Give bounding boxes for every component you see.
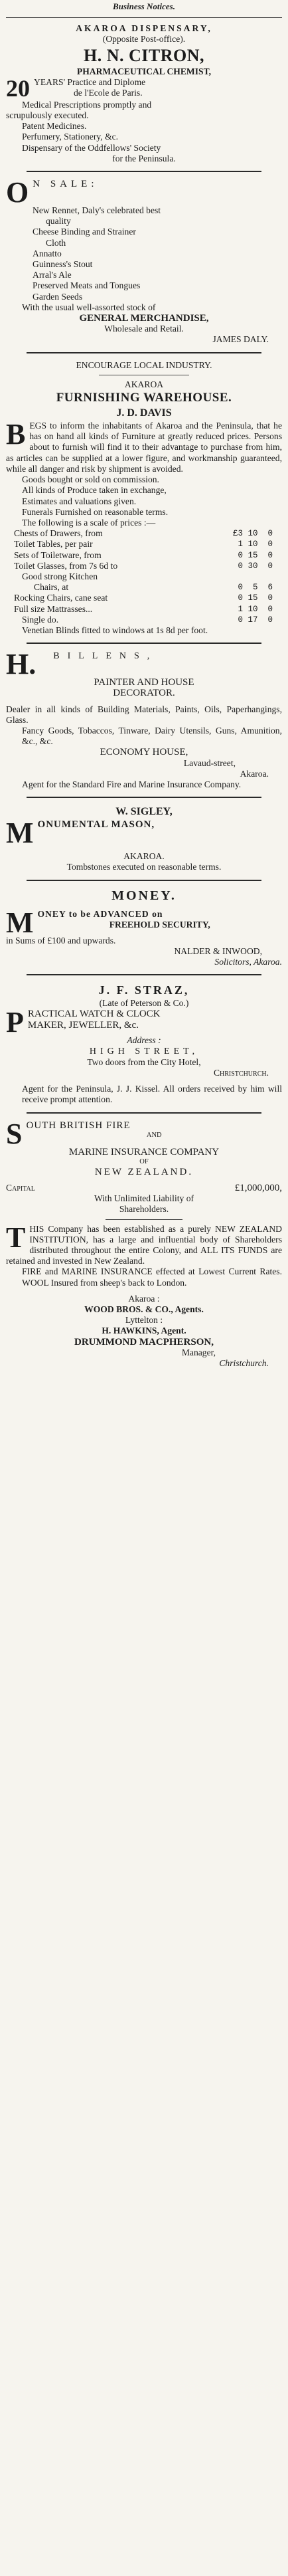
paragraph [6,418,282,474]
straz-heading [6,1009,282,1035]
text-line: Perfumery, Stationery, &c. [22,132,119,142]
spacer [6,1078,282,1084]
ad-daly [6,179,282,346]
spacer [6,1177,282,1183]
ad-name: J. D. DAVIS [116,407,172,419]
paragraph: Dealer in all kinds of Building Materials, Paints, Oils, Paperhangings, Glass. [6,704,282,725]
price-row [14,539,273,549]
text-line: (Late of Peterson & Co.) [99,998,189,1009]
ad-straz [6,982,282,1105]
price-item: Toilet Glasses, from 7s 6d to [14,560,118,571]
scale-intro: The following is a scale of prices :— [22,517,156,528]
drop-cap: M [6,908,34,936]
insurance-heading [6,1120,282,1147]
price-row [14,604,273,615]
ad-title: AKAROA DISPENSARY, [76,23,212,34]
capital-row [6,1183,282,1193]
text-line: With Unlimited Liability of [94,1193,194,1204]
item-line: Cloth [46,237,66,248]
paragraph: Agent for the Peninsula, J. J. Kissel. All orders received by him will receive prompt attention. [22,1084,282,1105]
price-row [14,571,273,582]
price-item: Good strong Kitchen [22,571,98,581]
divider [106,1219,182,1220]
drop-cap: B [6,418,26,451]
price-amount: 0 5 6 [232,583,273,593]
paragraph [6,1221,282,1267]
divider [27,352,261,353]
item-line: Annatto [33,248,62,258]
trade-line: RACTICAL WATCH & CLOCK [27,1009,161,1020]
price-row [14,582,273,593]
divider [27,171,261,172]
divider [27,974,261,975]
ad-citron [6,23,282,164]
paragraph: Goods bought or sold on commission. [22,474,159,485]
ad-sigley [6,805,282,872]
mason-heading [6,819,282,846]
agent-name: H. HAWKINS, Agent. [102,1326,186,1336]
item-line: Garden Seeds [33,291,83,302]
price-amount: 0 17 0 [232,615,273,625]
paragraph: FIRE and MARINE INSURANCE effected at Lowest Current Rates. WOOL Insured from sheep's back to London. [22,1266,282,1288]
divider [27,880,261,881]
paragraph: All kinds of Produce taken in exchange, [22,485,167,496]
text-line: Shareholders. [119,1204,169,1215]
warehouse-title: FURNISHING WAREHOUSE. [56,391,232,405]
street: Lavaud-street, [183,757,236,768]
spacer [6,699,282,704]
ad-name: J. F. STRAZ, [98,983,190,997]
trade-line: ONUMENTAL MASON, [37,819,155,831]
ad-name: W. SIGLEY, [115,806,173,818]
price-amount: 0 15 0 [232,593,273,603]
money-body [6,909,282,936]
drop-cap: M [6,819,34,846]
ad-name: H. N. CITRON, [83,45,204,65]
manager-role: Manager, [181,1347,216,1357]
signature: JAMES DALY. [212,334,269,345]
ad-title: MONEY. [111,888,177,903]
street: HIGH STREET, [89,1046,199,1056]
item-line: Arral's Ale [33,270,72,280]
item-line: Cheese Binding and Strainer [33,227,136,237]
firm-name: NALDER & INWOOD, [174,945,262,956]
price-amount: 1 10 0 [232,604,273,614]
price-item: Chairs, at [34,582,69,593]
price-item: Rocking Chairs, cane seat [14,593,108,603]
capital-label: Capital [6,1183,35,1193]
ad-insurance [6,1120,282,1369]
price-item: Sets of Toiletware, from [14,549,102,560]
capital-value: £1,000,000, [234,1183,282,1194]
text-line: NEW ZEALAND. [94,1166,194,1177]
text-line: MARINE INSURANCE COMPANY [68,1146,220,1157]
heading-text: N SALE: [33,179,98,190]
text-line: FREEHOLD SECURITY, [109,919,210,930]
price-item: Chests of Drawers, from [14,528,103,539]
paragraph: Funerals Furnished on reasonable terms. [22,506,169,517]
drop-cap: S [6,1120,23,1147]
years-line: YEARS' Practice and Diplome [34,76,146,87]
place: AKAROA [124,379,164,389]
paragraph-text: EGS to inform the inhabitants of Akaroa and the Peninsula, that he has on hand all kinds of Furniture at greatly reduced prices. Persons about to furnish will find it to their advantage to purchase from him, as articles can be supplied at a lower figure, and workmanship guaranteed, while all danger and risk by shipment is avoided. [6,421,282,474]
ad-profession: PHARMACEUTICAL CHEMIST, [76,66,212,76]
divider [27,797,261,798]
slogan: ENCOURAGE LOCAL INDUSTRY. [76,359,212,370]
price-item: Toilet Tables, per pair [14,539,93,549]
price-item: Single do. [22,614,59,625]
ad-billens [6,650,282,790]
text-line: in Sums of £100 and upwards. [6,935,116,945]
spacer [6,904,282,909]
billens-heading [6,650,282,677]
text-line: Medical Prescriptions promptly and [22,99,152,110]
price-amount: 0 30 0 [232,561,273,571]
price-row [14,550,273,561]
price-row [14,615,273,625]
item-line: Preserved Meats and Tongues [33,280,141,291]
ad-davis [6,360,282,636]
price-row [14,528,273,539]
years-text [34,77,145,98]
agent-name: WOOD BROS. & CO., Agents. [84,1304,204,1315]
text-line: Wholesale and Retail. [104,324,184,334]
years-block [6,74,282,102]
paragraph: Venetian Blinds fitted to windows at 1s 8d per foot. [22,625,208,635]
spacer [6,846,282,851]
on-sale-heading [6,179,282,205]
location-label: Akaroa : [128,1293,160,1304]
divider [6,17,282,18]
location: Two doors from the City Hotel, [87,1056,201,1067]
price-row [14,593,273,603]
years-number: 20 [6,74,30,102]
location-label: Lyttelton : [125,1315,163,1326]
item-line: Guinness's Stout [33,259,93,270]
manager-name: DRUMMOND MACPHERSON, [74,1336,214,1347]
ad-money [6,888,282,968]
price-item: Full size Mattrasses... [14,603,93,614]
firm-role: Solicitors, Akaroa. [214,956,282,967]
price-amount: 0 15 0 [232,550,273,560]
spacer [6,1288,282,1294]
text-line: scrupulously executed. [6,110,89,121]
item-line: New Rennet, Daly's celebrated best [33,205,161,216]
merch-line: GENERAL MERCHANDISE, [79,313,209,324]
text-line: OUTH BRITISH FIRE [26,1120,131,1131]
town: AKAROA. [123,851,165,862]
trade-line: MAKER, JEWELLER, &c. [27,1019,139,1031]
divider [27,643,261,644]
text-line: Dispensary of the Oddfellows' Society [22,142,161,153]
drop-cap: P [6,1009,24,1036]
section-header: Business Notices. [113,1,175,11]
price-amount: 1 10 0 [232,540,273,549]
text-line: ONEY to be ADVANCED on [37,908,163,919]
price-row [14,561,273,571]
paragraph: Estimates and valuations given. [22,496,137,506]
drop-cap: T [6,1221,26,1254]
item-line: quality [46,216,71,227]
text-line: for the Peninsula. [112,153,176,163]
paragraph: Agent for the Standard Fire and Marine Insurance Company. [22,779,242,789]
trade-line: DECORATOR. [113,688,175,699]
drop-cap: H. [6,650,36,678]
text-line: AND [146,1131,162,1139]
paragraph-text: HIS Company has been established as a purely NEW ZEALAND INSTITUTION, has a large and influential body of Shareholders distributed throughout the entire Colony, and ALL ITS FUNDS are retained and invested in New Zealand. [6,1223,282,1266]
price-list [6,528,282,625]
house-name: ECONOMY HOUSE, [100,747,188,758]
text-line: OF [139,1157,149,1165]
address-label: Address : [127,1035,161,1046]
text-line: Patent Medicines. [22,121,87,132]
text-line: With the usual well-assorted stock of [22,302,156,312]
ad-subtitle: (Opposite Post-office). [102,34,186,45]
paragraph: Tombstones executed on reasonable terms. [66,862,222,872]
drop-cap: O [6,179,29,206]
divider [27,1112,261,1114]
trade-line: PAINTER AND HOUSE [94,677,194,688]
manager-city: Christchurch. [219,1358,269,1369]
paragraph: Fancy Goods, Tobaccos, Tinware, Dairy Utensils, Guns, Amunition, &c., &c. [22,725,282,747]
ad-name: BILLENS, [53,651,158,662]
years-line: de l'Ecole de Paris. [74,88,143,98]
city: Christchurch. [213,1068,269,1078]
town: Akaroa. [240,768,269,779]
price-amount: £3 10 0 [232,529,273,539]
